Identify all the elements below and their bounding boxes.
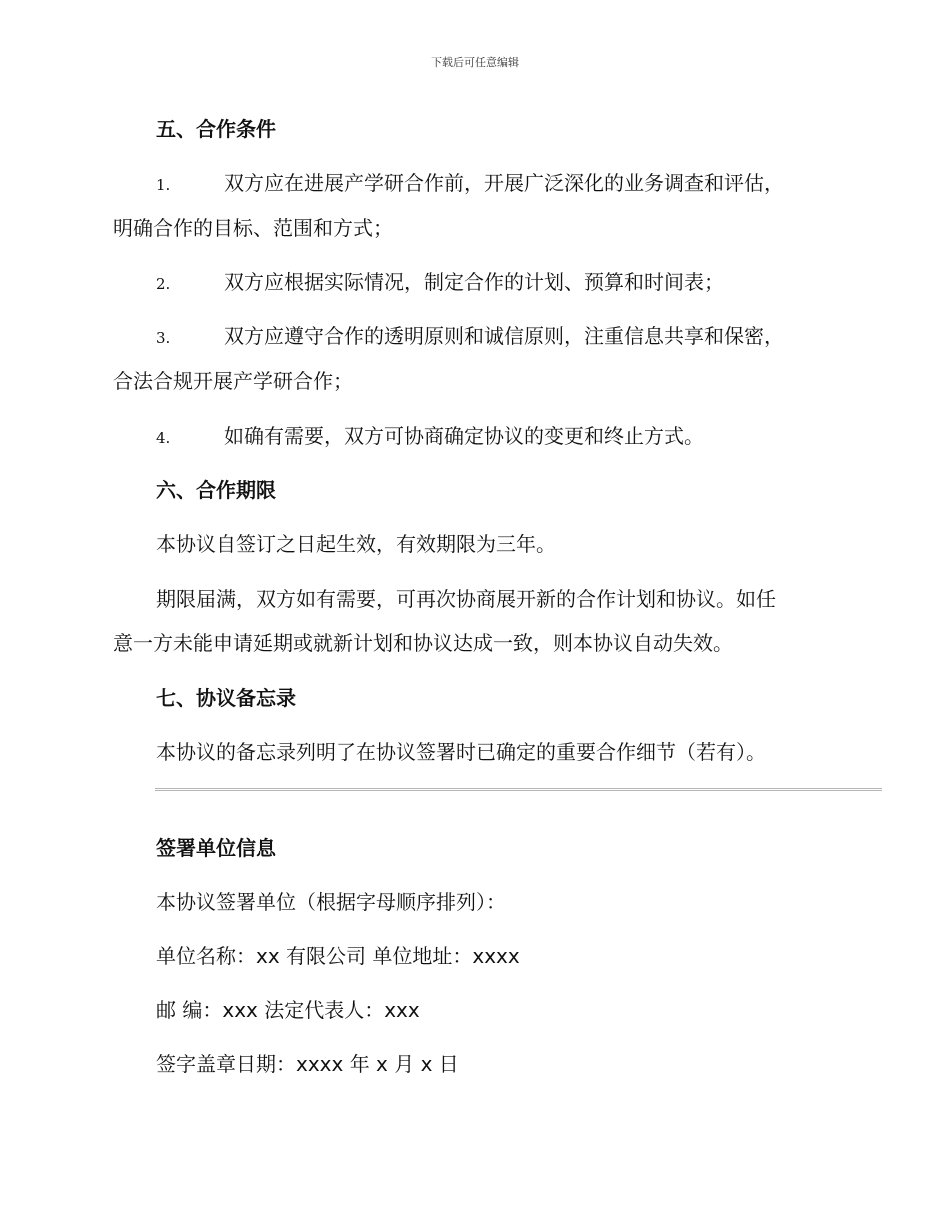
paragraph-continuation: 意一方未能申请延期或就新计划和协议达成一致，则本协议自动失效。 xyxy=(113,631,733,655)
list-item-continuation: 明确合作的目标、范围和方式； xyxy=(113,216,393,240)
list-item xyxy=(156,268,724,298)
list-item-text: 如确有需要，双方可协商确定协议的变更和终止方式。 xyxy=(224,424,704,448)
signatory-name-address: 单位名称：xx 有限公司 单位地址：xxxx xyxy=(156,944,520,968)
section-heading-cooperation-conditions: 五、合作条件 xyxy=(156,117,276,141)
list-item-text: 双方应遵守合作的透明原则和诚信原则，注重信息共享和保密， xyxy=(224,324,784,348)
list-item xyxy=(156,169,784,199)
list-item xyxy=(156,422,704,452)
list-item-number: 4. xyxy=(156,429,171,447)
paragraph: 本协议的备忘录列明了在协议签署时已确定的重要合作细节（若有）。 xyxy=(156,740,766,764)
signatory-postcode-representative: 邮 编：xxx 法定代表人：xxx xyxy=(156,998,420,1022)
paragraph: 期限届满，双方如有需要，可再次协商展开新的合作计划和协议。如任 xyxy=(156,587,776,611)
list-item xyxy=(156,322,784,352)
section-heading-signatory-info: 签署单位信息 xyxy=(156,836,276,860)
paragraph: 本协议自签订之日起生效，有效期限为三年。 xyxy=(156,532,556,556)
list-item-continuation: 合法合规开展产学研合作； xyxy=(113,369,353,393)
list-item-text: 双方应在进展产学研合作前，开展广泛深化的业务调查和评估， xyxy=(224,171,784,195)
signatory-date: 签字盖章日期：xxxx 年 x 月 x 日 xyxy=(156,1052,459,1076)
list-item-number: 1. xyxy=(156,176,171,194)
horizontal-divider xyxy=(155,788,882,791)
list-item-number: 2. xyxy=(156,275,171,293)
section-heading-cooperation-term: 六、合作期限 xyxy=(156,478,276,502)
list-item-text: 双方应根据实际情况，制定合作的计划、预算和时间表； xyxy=(224,270,724,294)
page-header: 下载后可任意编辑 xyxy=(431,56,519,69)
section-heading-memorandum: 七、协议备忘录 xyxy=(156,686,296,710)
list-item-number: 3. xyxy=(156,329,171,347)
paragraph: 本协议签署单位（根据字母顺序排列）： xyxy=(156,890,506,914)
